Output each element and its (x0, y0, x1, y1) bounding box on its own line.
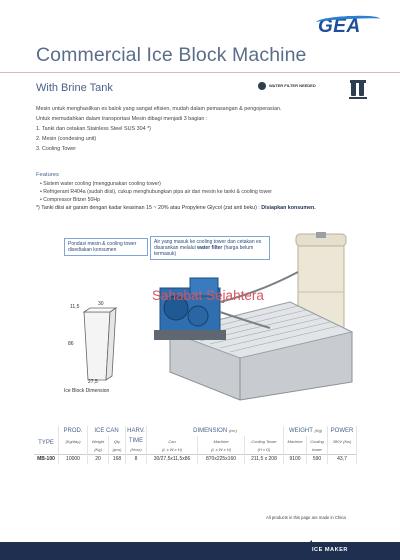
dim-bottom: 27,5 (88, 379, 98, 385)
spec-table (34, 426, 357, 464)
logo-text: GEA (318, 16, 361, 37)
cell-cooling-tower: 211,5 x 208 (245, 454, 284, 464)
table-row (34, 454, 357, 464)
cell-w-machine: 9100 (284, 454, 307, 464)
type-spacer (34, 446, 59, 454)
col-dimension (147, 426, 284, 436)
can-weight-label: Weight (88, 436, 109, 446)
note-emphasis: Disiapkan konsumen. (261, 205, 316, 211)
can-weight-unit: (Kg) (88, 446, 109, 454)
callout-emphasis: water filter (197, 245, 223, 251)
water-filter-icon (347, 79, 369, 101)
feature-text: Sistem water cooling (menggunakan cooling tower) (43, 181, 161, 187)
intro-line-2: Untuk memudahkan dalam transportasi Mesin dibagi menjadi 3 bagian : (36, 116, 208, 122)
dimension-label: DIMENSION (193, 428, 228, 434)
cell-can: 30/27,5x11,5x86 (147, 454, 198, 464)
features-title: Features (36, 172, 59, 178)
footer-notch (290, 540, 312, 560)
cell-prod: 10000 (59, 454, 88, 464)
foundation-callout (64, 238, 148, 256)
can-unit: (L x W x H) (147, 446, 198, 454)
water-filter-label: WATER FILTER NEEDED (269, 83, 316, 88)
col-prod: PROD. (59, 426, 88, 436)
intro-line-1: Mesin untuk menghasilkan es balok yang sangat efisien, mudah dalam pemasangan & pengoperasian. (36, 106, 282, 112)
brine-note (36, 205, 316, 211)
dim-machine-label: Machine (198, 436, 245, 446)
dim-ct-label: Cooling Tower (245, 436, 284, 446)
feature-text: Compressor Bitzer 50Hp (43, 197, 101, 203)
col-time: TIME (126, 436, 147, 446)
cell-qty: 168 (109, 454, 126, 464)
origin-note: All products in this page are made in China (266, 515, 346, 520)
watermark: Sahabat Sejahtera (152, 288, 264, 303)
power-spacer (328, 446, 357, 454)
block-caption: Ice Block Dimension (64, 388, 110, 394)
cell-harv: 8 (126, 454, 147, 464)
water-filter-icon (258, 82, 266, 90)
cell-machine: 870x225x160 (198, 454, 245, 464)
col-ice-can: ICE CAN (88, 426, 126, 436)
page-title: Commercial Ice Block Machine (36, 44, 307, 66)
dim-height: 86 (68, 341, 74, 347)
dim-top-right: 30 (98, 301, 104, 307)
time-unit: (Hour) (126, 446, 147, 454)
w-machine-spacer (284, 446, 307, 454)
part-item: 3. Cooling Tower (36, 146, 77, 152)
col-weight (284, 426, 328, 436)
power-unit: 380V (Kw) (328, 436, 357, 446)
dim-can-label: Can (147, 436, 198, 446)
page-subtitle: With Brine Tank (36, 82, 113, 94)
cell-w-cooling: 590 (307, 454, 328, 464)
w-cooling-label: Cooling (307, 436, 328, 446)
feature-item: • Compressor Bitzer 50Hp (40, 197, 101, 203)
weight-unit: (Kg) (314, 428, 323, 433)
callout-text: Air yang masuk ke cooling tower dan cetakan es disarankan melalui (154, 239, 262, 251)
prod-unit: (Kg/day) (59, 436, 88, 446)
dimension-unit: (cm) (228, 428, 237, 433)
col-harv: HARV. (127, 428, 145, 434)
col-type: TYPE (34, 426, 59, 446)
can-qty-unit: (pcs) (109, 446, 126, 454)
water-filter-callout (150, 236, 270, 260)
title-divider (0, 72, 400, 73)
cell-type: MB-100 (34, 454, 59, 464)
cell-power: 43,7 (328, 454, 357, 464)
part-item: 1. Tanki dan cetakan Stainless Steel SUS 304 *) (36, 126, 151, 132)
ct-unit: (H x D) (245, 446, 284, 454)
w-machine-label: Machine (284, 436, 307, 446)
cell-weight: 20 (88, 454, 109, 464)
can-qty-label: Qty (109, 436, 126, 446)
footer-tag: ICE MAKER (312, 547, 348, 553)
machine-unit: (L x W x H) (198, 446, 245, 454)
part-item: 2. Mesin (condesing unit) (36, 136, 97, 142)
weight-label: WEIGHT (288, 428, 313, 434)
prod-spacer (59, 446, 88, 454)
feature-item: • Sistem water cooling (menggunakan cooling tower) (40, 181, 161, 187)
w-tower-label: tower (307, 446, 328, 454)
feature-item: • Refrigerant R404a (sudah diisi), cukup menghubungkan pipa air dari mesin ke tanki & cooling tower (40, 189, 272, 195)
gea-logo (318, 18, 378, 36)
ice-block-diagram (80, 306, 120, 384)
callout-text: (harga belum termasuk) (154, 245, 254, 257)
dim-top-left: 11,5 (70, 304, 80, 310)
callout-text: Pondasi mesin & cooling tower disediakan konsumen (68, 241, 137, 253)
col-power: POWER (328, 426, 357, 436)
feature-text: Refrigerant R404a (sudah diisi), cukup menghubungkan pipa air dari mesin ke tanki & cooling tower (43, 189, 272, 195)
note-text: *) Tanki diisi air garam dengan kadar keasinan 15 ~ 20% atau Propylene Glycol (zat anti beku) : (36, 205, 262, 211)
